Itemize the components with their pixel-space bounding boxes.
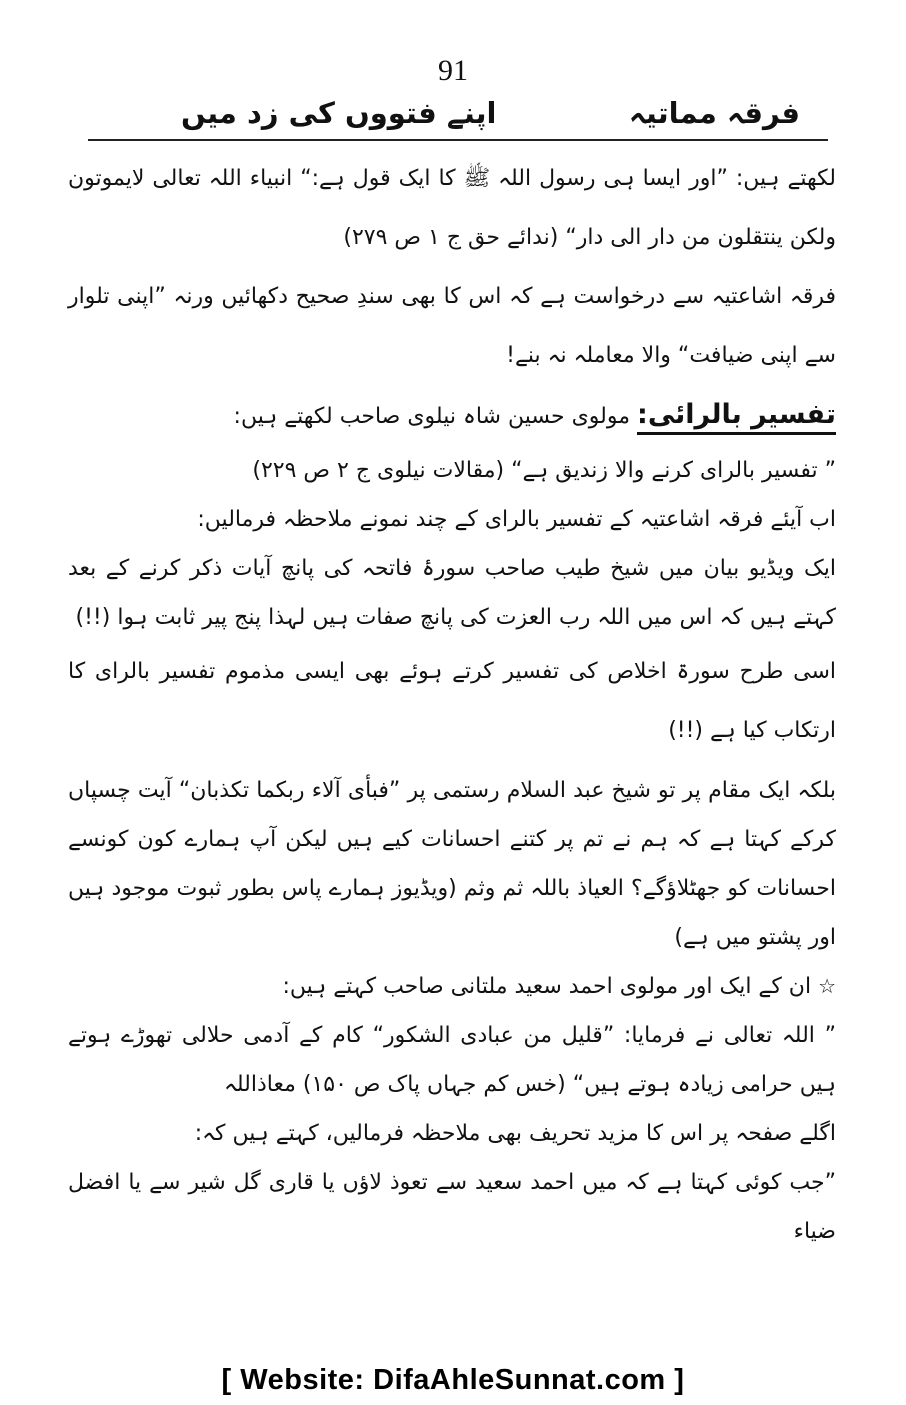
paragraph-final-quote: ”جب کوئی کہتا ہے کہ میں احمد سعید سے تعوذ لاؤں یا قاری گل شیر سے یا افضل ضیاء — [68, 1170, 836, 1244]
paragraph-quote-shakoor: ” اللہ تعالی نے فرمایا: ”قلیل من عبادی الشکور“ کام کے آدمی حلالی تھوڑے ہوتے ہیں حرامی زیادہ ہوتے ہیں“ (خس کم جہاں پاک ص ۱۵۰) معاذاللہ — [68, 1023, 836, 1097]
paragraph-quote-prophets: لکھتے ہیں: ”اور ایسا ہی رسول اللہ ﷺ کا ایک قول ہے:“ انبیاء اللہ تعالی لایموتون ولکن ینتقلون من دار الی دار“ (ندائے حق ج ۱ ص ۲۷۹) — [68, 166, 836, 250]
section-heading-text: مولوی حسین شاہ نیلوی صاحب لکھتے ہیں: — [233, 404, 631, 429]
paragraph-multani-text: ان کے ایک اور مولوی احمد سعید ملتانی صاحب کہتے ہیں: — [282, 974, 812, 999]
section-heading — [68, 385, 836, 446]
header-divider — [88, 139, 828, 141]
header-chapter-title: اپنے فتووں کی زد میں — [181, 96, 497, 130]
paragraph-example-rustami: بلکہ ایک مقام پر تو شیخ عبد السلام رستمی پر ”فبأی آلاء ربکما تکذبان“ آیت چسپاں کرکے کہتا ہے کہ ہم نے تم پر کتنے احسانات کیے ہیں لیکن آپ ہمارے کون کونسے احسانات کو جھٹلاؤگے؟ العیاذ باللہ ثم وثم (ویڈیوز ہمارے پاس بطور ثبوت موجود ہیں اور پشتو میں ہے) — [68, 778, 836, 950]
paragraph-intro-examples: اب آیئے فرقہ اشاعتیہ کے تفسیر بالرای کے چند نمونے ملاحظہ فرمالیں: — [197, 507, 836, 532]
website-footer: [ Website: DifaAhleSunnat.com ] — [221, 1364, 685, 1396]
paragraph-request: فرقہ اشاعتیہ سے درخواست ہے کہ اس کا بھی سندِ صحیح دکھائیں ورنہ ”اپنی تلوار سے اپنی ضیافت“ والا معاملہ نہ بنے! — [68, 284, 836, 368]
paragraph-next-page: اگلے صفحہ پر اس کا مزید تحریف بھی ملاحظہ فرمالیں، کہتے ہیں کہ: — [194, 1121, 836, 1146]
paragraph-multani — [68, 962, 836, 1011]
section-heading-label: تفسیر بالرائی: — [637, 399, 836, 435]
paragraph-example-fatiha: ایک ویڈیو بیان میں شیخ طیب صاحب سورۂ فاتحہ کی پانچ آیات ذکر کرنے کے بعد کہتے ہیں کہ اس میں اللہ رب العزت کی پانچ صفات ہیں لہذا پنج پیر ثابت ہوا (!!) — [68, 556, 836, 630]
page-number: 91 — [438, 54, 468, 87]
header-book-title: فرقہ مماتیہ — [628, 96, 800, 130]
paragraph-quote-tafsir: ” تفسیر بالرای کرنے والا زندیق ہے“ (مقالات نیلوی ج ۲ ص ۲۲۹) — [252, 458, 836, 483]
paragraph-example-ikhlas: اسی طرح سورۃ اخلاص کی تفسیر کرتے ہوئے بھی ایسی مذموم تفسیر بالرای کا ارتکاب کیا ہے (!!) — [68, 659, 836, 743]
star-icon: ☆ — [818, 974, 836, 998]
page-body — [68, 149, 836, 1256]
